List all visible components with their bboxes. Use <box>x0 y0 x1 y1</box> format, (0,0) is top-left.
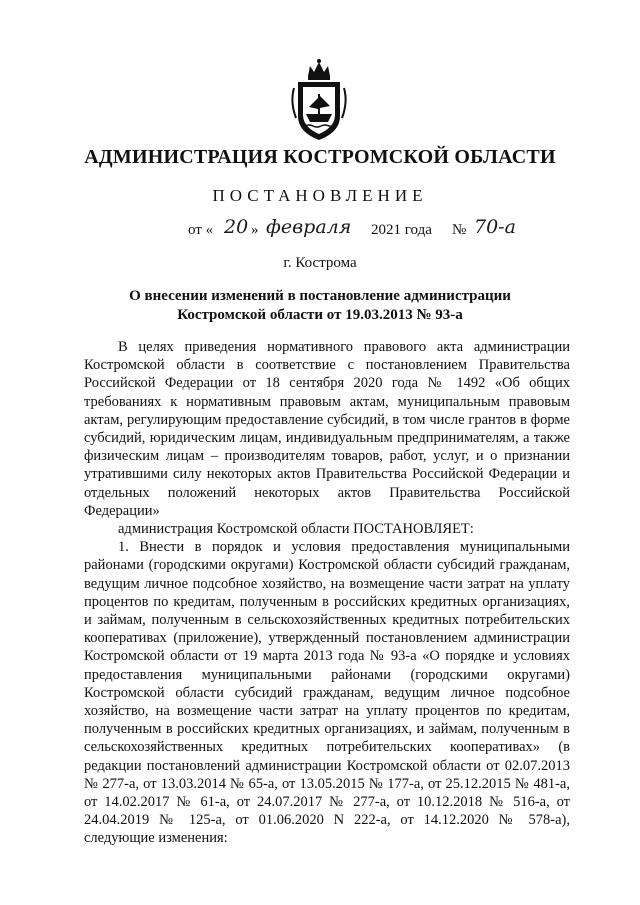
document-number-handwritten: 70-а <box>474 216 516 238</box>
title-line-1: О внесении изменений в постановление администрации <box>129 288 511 304</box>
coat-of-arms-emblem <box>286 58 352 144</box>
item-1-paragraph: 1. Внести в порядок и условия предоставления муниципальными районами (городскими округами) Костромской области субсидий гражданам, ведущим личное подсобное хозяйство, на возмещение части затрат на уплату процентов по кредитам, полученным в российских кредитных организациях, и займам, полученным в сельскохозяйственных кредитных потребительских кооперативах (приложение), утвержденный постановлением администрации Костромской области от 19 марта 2013 года № 93-а «О порядке и условиях предоставления муниципальными районами (городскими округами) Костромской области субсидий гражданам, ведущим личное подсобное хозяйство, на возмещение части затрат на уплату процентов по кредитам, полученным в российских кредитных организациях, и займам, полученным в сельскохозяйственных кредитных потребительских кооперативах» (в редакции постановлений администрации Костромской области от 02.07.2013 № 277-а, от 13.03.2014 № 65-а, от 13.05.2015 № 177-а, от 25.12.2015 № 481-а, от 14.02.2017 № 61-а, от 24.07.2017 № 277-а, от 10.12.2018 № 516-а, от 24.04.2019 № 125-а, от 01.06.2020 N 222-а, от 14.12.2020 № 578-а), следующие изменения: <box>84 539 570 847</box>
date-close-quote: » <box>251 222 259 238</box>
city-line: г. Кострома <box>283 255 357 271</box>
title-line-2: Костромской области от 19.03.2013 № 93-а <box>177 307 463 323</box>
preamble-paragraph: В целях приведения нормативного правового акта администрации Костромской области в соответствие с постановлением Правительства Российской Федерации от 18 сентября 2020 года № 1492 «Об общих требованиях к нормативным правовым актам, муниципальным правовым актам, регулирующим предоставление субсидий, в том числе грантов в форме субсидий, юридическим лицам, индивидуальным предпринимателям, а также физическим лицам – производителям товаров, работ, услуг, и о признании утратившими силу некоторых актов Правительства Российской Федерации и отдельных положений некоторых актов Правительства Российской Федерации» <box>84 339 570 519</box>
number-sign: № <box>452 222 467 238</box>
organization-heading: АДМИНИСТРАЦИЯ КОСТРОМСКОЙ ОБЛАСТИ <box>84 146 556 168</box>
date-number-line <box>172 218 572 248</box>
date-prefix: от « <box>188 222 214 238</box>
date-day-handwritten: 20 <box>224 216 249 238</box>
document-title <box>60 287 580 325</box>
document-type-heading: ПОСТАНОВЛЕНИЕ <box>212 186 428 205</box>
date-month-handwritten: февраля <box>266 216 352 238</box>
document-body <box>84 338 570 848</box>
decree-paragraph: администрация Костромской области ПОСТАНОВЛЯЕТ: <box>118 521 474 538</box>
date-year: 2021 года <box>371 222 432 238</box>
